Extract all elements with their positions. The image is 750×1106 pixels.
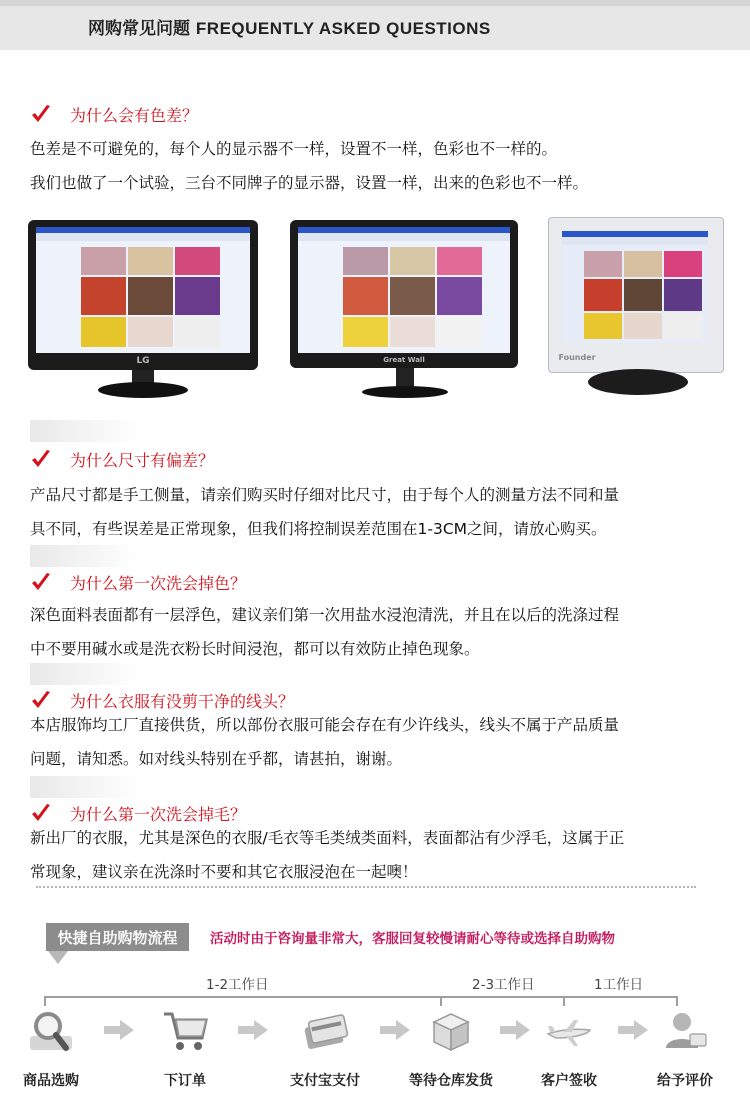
monitor-brand-label: Founder <box>558 353 596 362</box>
arrow-right-icon <box>238 1020 268 1040</box>
check-icon <box>30 571 52 593</box>
faq-question-text: 为什么衣服有没剪干净的线头？ <box>70 692 295 711</box>
step-label: 下订单 <box>164 1073 206 1089</box>
process-notice: 活动时由于咨询量非常大，客服回复较慢请耐心等待或选择自助购物 <box>210 931 615 947</box>
monitor-brand-label: LG <box>136 356 150 366</box>
faq-answer-line: 本店服饰均工厂直接供货，所以部份衣服可能会存在有少许线头，线头不属于产品质量 <box>30 716 620 734</box>
arrow-right-icon <box>104 1020 134 1040</box>
monitor-great-wall <box>290 220 520 400</box>
faq-answer-2 <box>30 478 730 546</box>
arrow-right-icon <box>618 1020 648 1040</box>
page-title-cn: 网购常见问题 <box>88 19 190 39</box>
section-divider <box>30 776 140 798</box>
faq-answer-4 <box>30 708 730 776</box>
step-label: 客户签收 <box>541 1073 597 1089</box>
header-top-bar <box>0 0 750 6</box>
faq-question-text: 为什么第一次洗会掉毛？ <box>70 805 247 824</box>
payment-card-icon <box>300 1006 350 1056</box>
arrow-right-icon <box>380 1020 410 1040</box>
page-header <box>0 0 750 50</box>
page-title <box>88 14 491 39</box>
timeline-tick <box>676 996 678 1006</box>
monitor-comparison-image <box>0 215 750 405</box>
faq-answer-line: 深色面料表面都有一层浮色，建议亲们第一次用盐水浸泡清洗，并且在以后的洗涤过程 <box>30 606 620 624</box>
timeline-tick <box>440 996 442 1006</box>
faq-answer-3 <box>30 598 730 666</box>
step-label: 等待仓库发货 <box>409 1073 493 1089</box>
page-title-en: FREQUENTLY ASKED QUESTIONS <box>195 19 491 38</box>
process-tag-text: 快捷自助购物流程 <box>57 929 178 947</box>
faq-answer-line: 我们也做了一个试验，三台不同牌子的显示器，设置一样，出来的色彩也不一样。 <box>30 174 589 192</box>
faq-answer-line: 常现象，建议亲在洗涤时不要和其它衣服浸泡在一起噢！ <box>30 863 418 881</box>
section-divider <box>30 545 140 567</box>
faq-answer-line: 具不同，有些误差是正常现象，但我们将控制误差范围在1-3CM之间，请放心购买。 <box>30 520 607 538</box>
faq-answer-line: 问题，请知悉。如对线头特别在乎都，请甚拍，谢谢。 <box>30 750 403 768</box>
faq-answer-line: 中不要用碱水或是洗衣粉长时间浸泡，都可以有效防止掉色现象。 <box>30 640 480 658</box>
timeline-tick <box>44 996 46 1006</box>
tag-pointer-arrow-icon <box>48 951 68 964</box>
shopping-process-panel <box>0 870 750 1106</box>
monitor-lg <box>28 220 258 400</box>
check-icon <box>30 448 52 470</box>
timeline-tick <box>563 996 565 1006</box>
dotted-divider <box>36 886 696 888</box>
magnifier-icon <box>26 1006 76 1056</box>
warehouse-box-icon <box>426 1006 476 1056</box>
faq-answer-line: 产品尺寸都是手工侧量，请亲们购买时仔细对比尺寸，由于每个人的测量方法不同和量 <box>30 486 620 504</box>
step-label: 商品选购 <box>23 1073 79 1089</box>
faq-question-text: 为什么尺寸有偏差？ <box>70 451 215 470</box>
shopping-cart-icon <box>160 1006 210 1056</box>
timeline-line <box>44 996 678 998</box>
section-divider <box>30 420 140 442</box>
faq-answer-1 <box>30 132 730 200</box>
monitor-founder-crt <box>548 217 724 402</box>
faq-question-text: 为什么会有色差？ <box>70 106 199 125</box>
faq-answer-line: 色差是不可避免的，每个人的显示器不一样，设置不一样，色彩也不一样的。 <box>30 140 558 158</box>
check-icon <box>30 103 52 125</box>
arrow-right-icon <box>500 1020 530 1040</box>
section-divider <box>30 663 140 685</box>
faq-question-text: 为什么第一次洗会掉色？ <box>70 574 247 593</box>
duration-label: 1-2工作日 <box>206 977 269 993</box>
step-label: 给予评价 <box>657 1073 713 1089</box>
faq-answer-line: 新出厂的衣服，尤其是深色的衣服/毛衣等毛类绒类面料，表面都沾有少浮毛，这属于正 <box>30 829 625 847</box>
step-label: 支付宝支付 <box>290 1073 360 1089</box>
duration-label: 2-3工作日 <box>472 977 535 993</box>
process-tag <box>46 923 189 951</box>
airplane-icon <box>544 1006 594 1056</box>
user-comment-icon <box>660 1006 710 1056</box>
duration-label: 1工作日 <box>594 977 644 993</box>
monitor-brand-label: Great Wall <box>383 356 425 364</box>
